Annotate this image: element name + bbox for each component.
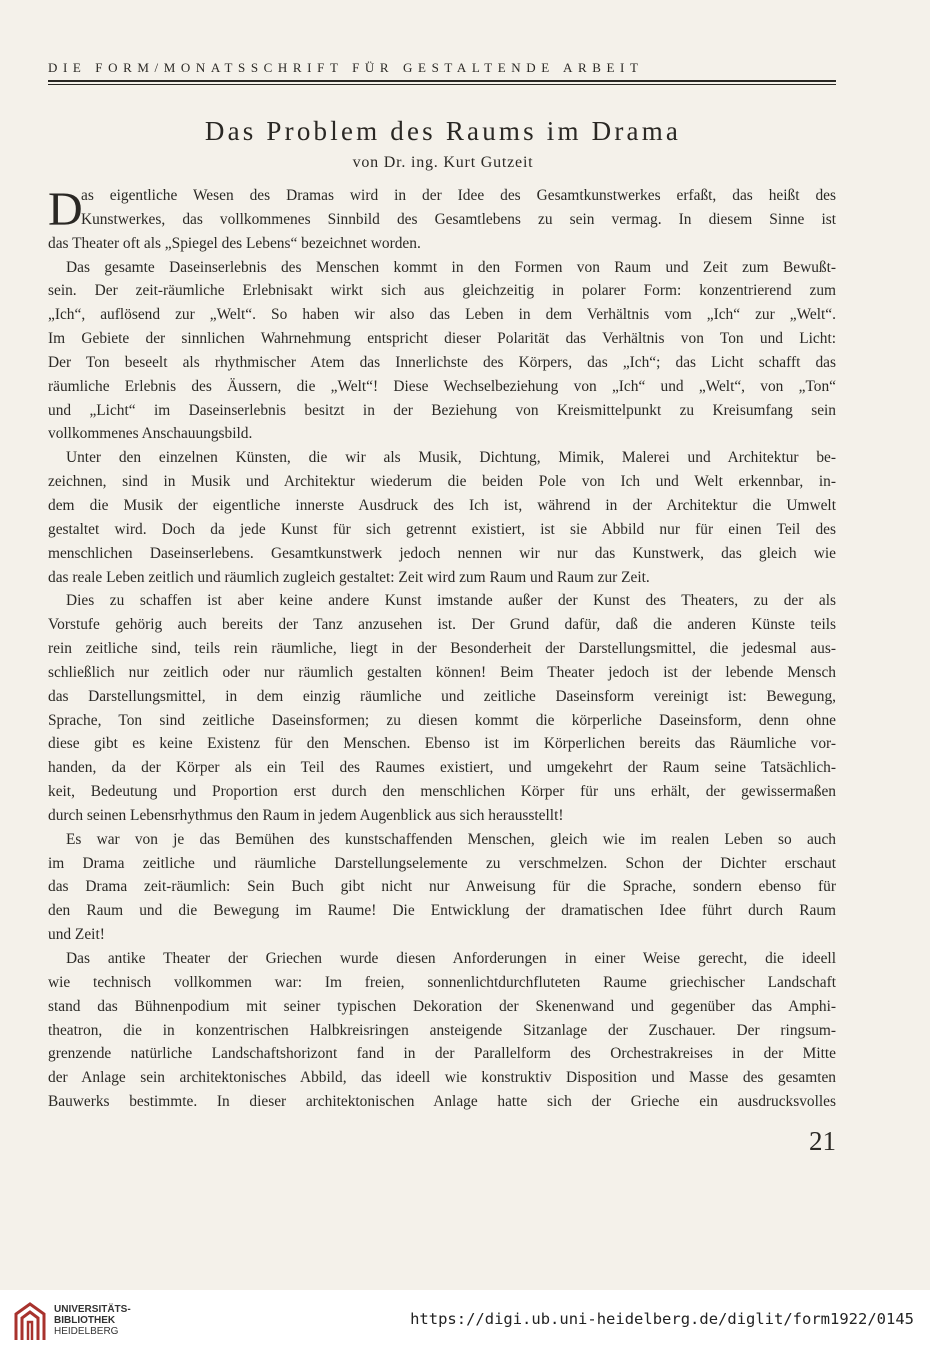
text-line: das Theater oft als „Spiegel des Lebens“ bezeichnet worden. (48, 234, 421, 252)
running-head: DIE FORM/MONATSSCHRIFT FÜR GESTALTENDE ARBEIT (48, 60, 644, 75)
text-line: das reale Leben zeitlich und räumlich zugleich gestaltet: Zeit wird zum Raum und Raum zur Zeit. (48, 568, 650, 586)
text-line: Vorstufe gehörig auch bereits der Tanz anzusehen ist. Der Grund dafür, daß die anderen Künste teils (48, 616, 836, 634)
text-line: das Drama zeit-räumlich: Sein Buch gibt nicht nur Anweisung für die Sprache, sondern ebenso für (48, 878, 836, 896)
text-line: theatron, die in konzentrischen Halbkreisringen ansteigende Sitzanlage der Zuschauer. Der ringsum- (48, 1021, 836, 1039)
text-line: Es war von je das Bemühen des kunstschaffenden Menschen, gleich wie im realen Leben so auch (66, 830, 836, 848)
text-line: diese gibt es keine Existenz für den Menschen. Ebenso ist im Körperlichen bereits das Räumliche vor- (48, 735, 836, 753)
text-line: menschlichen Daseinserlebens. Gesamtkunstwerk jedoch nennen wir nur das Kunstwerk, das gleich wie (48, 544, 836, 562)
text-line: Unter den einzelnen Künsten, die wir als Musik, Dichtung, Mimik, Malerei und Architektur be- (66, 449, 836, 467)
library-logo-icon (12, 1300, 48, 1344)
text-line: schließlich nur zeitlich oder nur räumlich gestalten können! Beim Theater jedoch ist der lebende Mensch (48, 663, 836, 681)
text-line: Im Gebiete der sinnlichen Wahrnehmung entspricht dieser Polarität das Verhältnis von Ton und Licht: (48, 330, 836, 348)
library-name (54, 1304, 131, 1337)
text-line: as eigentliche Wesen des Dramas wird in der Idee des Gesamtkunstwerkes erfaßt, das heißt des (81, 187, 836, 204)
text-line: gestaltet wird. Doch da jede Kunst für sich getrennt existiert, ist sie Abbild nur für einen Teil des (48, 520, 836, 538)
article-body (48, 184, 836, 1114)
drop-cap: D (48, 183, 83, 236)
library-name-line2: BIBLIOTHEK (54, 1315, 116, 1326)
text-line: und Zeit! (48, 926, 105, 944)
text-line: dem die Musik der eigentliche innerste Ausdruck des Ich ist, während in der Architektur die Umwelt (48, 496, 836, 514)
article-title: Das Problem des Raums im Drama (204, 116, 682, 146)
text-line: vollkommenes Anschauungsbild. (48, 425, 253, 443)
text-line: stand das Bühnenpodium mit seiner typischen Dekoration der Skenenwand und gegenüber das Amphi- (48, 997, 836, 1015)
header-rule-thin (48, 84, 836, 85)
text-line: Das gesamte Daseinserlebnis des Menschen kommt in den Formen von Raum und Zeit zum Bewußt- (66, 258, 836, 276)
text-line: und „Licht“ im Daseinserlebnis besitzt in der Beziehung von Kreismittelpunkt zu Kreisumfang sein (48, 401, 836, 419)
article-byline: von Dr. ing. Kurt Gutzeit (352, 154, 534, 171)
text-line: Sprache, Ton sind zeitliche Daseinsformen; zu diesen kommt die körperliche Daseinsform, denn ohne (48, 711, 836, 729)
text-line: keit, Bedeutung und Proportion erst durch den menschlichen Körper für uns erhält, der gewissermaßen (48, 783, 836, 801)
text-line: handen, da der Körper als ein Teil des Raumes existiert, und umgekehrt der Raum seine Tatsächlich- (48, 759, 836, 777)
text-line: Dies zu schaffen ist aber keine andere Kunst imstande außer der Kunst des Theaters, zu der als (66, 592, 836, 610)
text-line: Der Ton beseelt als rhythmischer Atem das Innerlichste des Körpers, das „Ich“; das Licht schafft das (48, 353, 836, 371)
text-line: zeichnen, sind in Musik und Architektur wiederum die beiden Pole von Ich und Welt erkennbar, in- (48, 473, 836, 491)
page-number: 21 (809, 1126, 836, 1156)
text-line: grenzende natürliche Landschaftshorizont fand in der Parallelform des Orchestrakreises in der Mitte (48, 1045, 836, 1063)
text-line: sein. Der zeit-räumliche Erlebnisakt wirkt sich aus gleichzeitig in polarer Form: konzentrierend zum (48, 282, 836, 300)
text-line: Kunstwerkes, das vollkommenes Sinnbild des Gesamtlebens zu sein vermag. In diesem Sinne ist (81, 210, 836, 228)
text-line: im Drama zeitliche und räumliche Darstellungselemente zu verschmelzen. Schon der Dichter erschaut (48, 854, 836, 872)
text-line: das Darstellungsmittel, in dem einzig räumliche und zeitliche Daseinsform vereinigt ist: Bewegung, (48, 687, 836, 705)
text-line: Bauwerks bestimmte. In dieser architektonischen Anlage hatte sich der Grieche ein ausdrucksvolles (48, 1093, 836, 1111)
library-name-line3: HEIDELBERG (54, 1326, 119, 1337)
footer-bar (0, 1290, 930, 1357)
text-line: wie technisch vollkommen war: Im freien, sonnenlichtdurchfluteten Raume griechischer Landschaft (48, 973, 836, 991)
source-url-link[interactable]: https://digi.ub.uni-heidelberg.de/diglit/form1922/0145 (410, 1310, 914, 1328)
text-line: räumliche Erlebnis des Äussern, die „Welt“! Diese Wechselbeziehung von „Ich“ und „Welt“, von „Ton“ (48, 377, 836, 395)
text-line: Das antike Theater der Griechen wurde diesen Anforderungen in einer Weise gerecht, die ideell (66, 950, 836, 967)
text-line: den Raum und die Bewegung im Raume! Die Entwicklung der dramatischen Idee führt durch Raum (48, 902, 836, 920)
text-line: durch seinen Lebensrhythmus den Raum in jedem Augenblick aus sich herausstellt! (48, 806, 564, 824)
header-rule (48, 80, 836, 82)
library-name-line1: UNIVERSITÄTS- (54, 1304, 131, 1315)
text-line: der Anlage sein architektonisches Abbild, das ideell wie konstruktiv Disposition und Masse des gesamten (48, 1069, 836, 1087)
text-line: „Ich“, auflösend zur „Welt“. So haben wir also das Leben in dem Verhältnis vom „Ich“ zur „Welt“. (48, 306, 836, 324)
text-line: rein zeitliche sind, teils rein räumliche, liegt in der Besonderheit der Darstellungsmittel, die jedesmal aus- (48, 640, 836, 658)
